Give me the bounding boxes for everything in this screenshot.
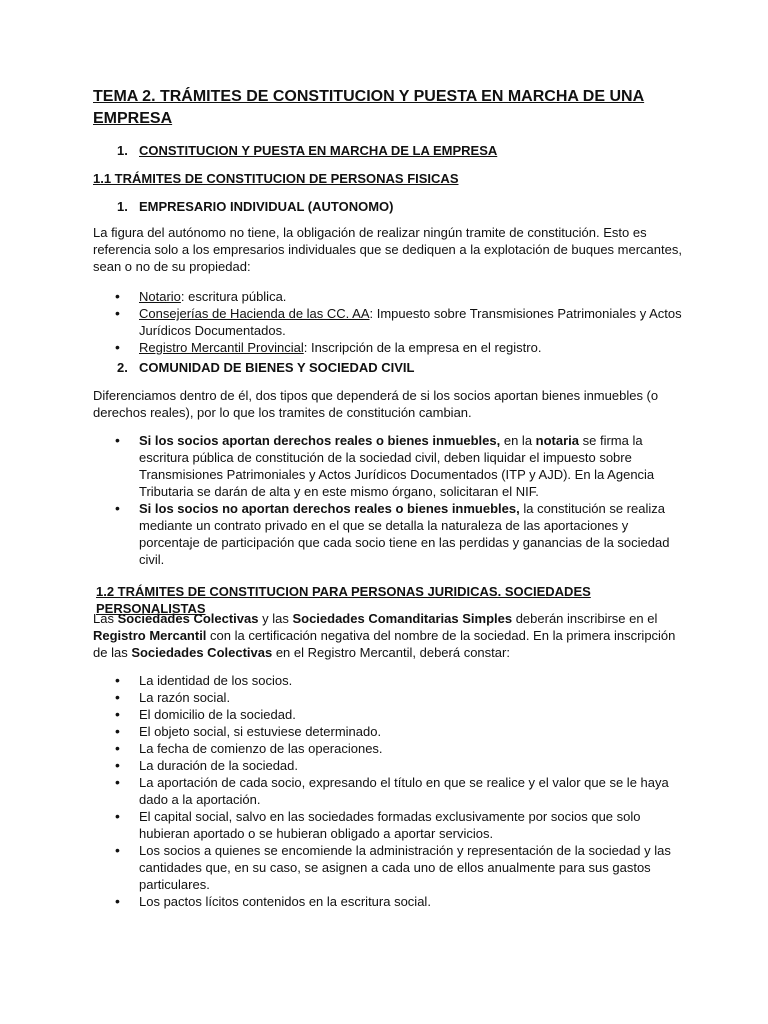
list-item: • El objeto social, si estuviese determinado. [93, 723, 683, 740]
list-comunidad-bienes [93, 432, 683, 568]
heading-empresario-individual [93, 198, 688, 215]
heading-comunidad-bienes [93, 359, 688, 376]
paragraph-autonomo: La figura del autónomo no tiene, la obligación de realizar ningún tramite de constitución. Esto es referencia solo a los empresarios individuales que se dediquen a la explotación de buques mercantes, sean o no de su propiedad: [93, 225, 682, 274]
list-item: • La aportación de cada socio, expresando el título en que se realice y el valor que se le haya dado a la aportación. [93, 774, 683, 808]
list-item: • Registro Mercantil Provincial: Inscripción de la empresa en el registro. [93, 339, 683, 356]
heading-number: 1. [117, 143, 128, 158]
heading-text: COMUNIDAD DE BIENES Y SOCIEDAD CIVIL [139, 360, 415, 375]
list-item: • La identidad de los socios. [93, 672, 683, 689]
list-tramites-autonomo [93, 288, 683, 356]
heading-text: EMPRESARIO INDIVIDUAL (AUTONOMO) [139, 199, 394, 214]
list-item: • Consejerías de Hacienda de las CC. AA: Impuesto sobre Transmisiones Patrimoniales y Actos Jurídicos Documentados. [93, 305, 683, 339]
heading-number: 1. [117, 199, 128, 214]
list-item: • El domicilio de la sociedad. [93, 706, 683, 723]
list-item: • La fecha de comienzo de las operaciones. [93, 740, 683, 757]
item-label: Registro Mercantil Provincial [139, 340, 304, 355]
paragraph-sociedades: Las Sociedades Colectivas y las Sociedades Comanditarias Simples deberán inscribirse en el Registro Mercantil con la certificación negativa del nombre de la sociedad. En la primera inscripción de las Sociedades Colectivas en el Registro Mercantil, deberá constar: [93, 611, 676, 660]
document-title: TEMA 2. TRÁMITES DE CONSTITUCION Y PUESTA EN MARCHA DE UNA EMPRESA [93, 88, 645, 127]
subheading-personas-juridicas: 1.2 TRÁMITES DE CONSTITUCION PARA PERSONAS JURIDICAS. SOCIEDADES PERSONALISTAS [96, 584, 591, 616]
list-item: • Los pactos lícitos contenidos en la escritura social. [93, 893, 683, 910]
list-item: • El capital social, salvo en las sociedades formadas exclusivamente por socios que solo hubieran aportado o se hubieran obligado a aportar servicios. [93, 808, 683, 842]
item-label: Consejerías de Hacienda de las CC. AA [139, 306, 370, 321]
list-inscripcion [93, 672, 683, 910]
list-item: • Si los socios aportan derechos reales o bienes inmuebles, en la notaria se firma la escritura pública de constitución de la sociedad civil, deben liquidar el impuesto sobre Transmisiones Patrimoniales y Actos Jurídicos Documentados (ITP y AJD). En la Agencia Tributaria se darán de alta y en este mismo órgano, solicitaran el NIF. [93, 432, 683, 500]
list-item: • Notario: escritura pública. [93, 288, 683, 305]
heading-constitucion [93, 142, 688, 159]
list-item: • Los socios a quienes se encomiende la administración y representación de la sociedad y las cantidades que, en su caso, se asignen a cada uno de ellos anualmente para sus gastos particulares. [93, 842, 683, 893]
paragraph-comunidad: Diferenciamos dentro de él, dos tipos que dependerá de si los socios aportan bienes inmuebles (o derechos reales), por lo que los tramites de constitución cambian. [93, 388, 659, 420]
heading-text: CONSTITUCION Y PUESTA EN MARCHA DE LA EMPRESA [139, 143, 498, 158]
heading-number: 2. [117, 360, 128, 375]
list-item: • La razón social. [93, 689, 683, 706]
list-item: • La duración de la sociedad. [93, 757, 683, 774]
list-item: • Si los socios no aportan derechos reales o bienes inmuebles, la constitución se realiza mediante un contrato privado en el que se detalla la naturaleza de las aportaciones y porcentaje de participación que cada socio tiene en las perdidas y ganancias de la sociedad civil. [93, 500, 683, 568]
subheading-personas-fisicas: 1.1 TRÁMITES DE CONSTITUCION DE PERSONAS FISICAS [93, 171, 459, 186]
item-label: Notario [139, 289, 181, 304]
